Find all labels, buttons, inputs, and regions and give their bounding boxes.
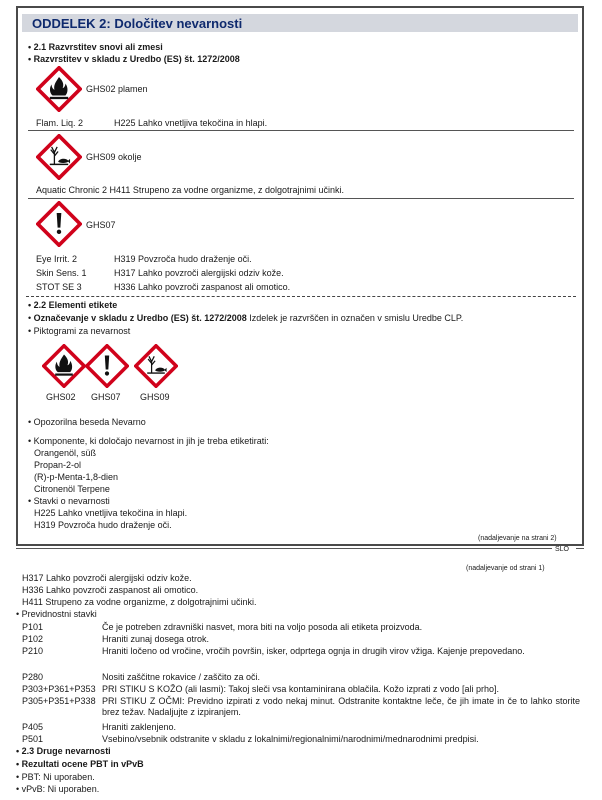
- precaution-text: Hraniti ločeno od vročine, vročih površin, isker, odprtega ognja in drugih virov vžiga. Kajenje prepovedano.: [102, 646, 525, 656]
- flame-icon: [42, 344, 86, 388]
- s21-heading: • 2.1 Razvrstitev snovi ali zmesi: [28, 42, 163, 52]
- section-divider: [26, 296, 576, 297]
- hazard-item: H336 Lahko povzroči zaspanost ali omotico.: [22, 585, 199, 595]
- page-footer-line-end: [576, 548, 584, 549]
- hazard-item: H317 Lahko povzroči alergijski odziv kože.: [22, 573, 192, 583]
- s21-subheading: • Razvrstitev v skladu z Uredbo (ES) št. 1272/2008: [28, 54, 240, 64]
- component-item: Citronenöl Terpene: [34, 484, 110, 494]
- pbt-heading: • Rezultati ocene PBT in vPvB: [16, 759, 144, 769]
- labelling-line: • Označevanje v skladu z Uredbo (ES) št. 1272/2008 Izdelek je razvrščen in označen v smislu Uredbe CLP.: [28, 313, 464, 323]
- ghs09-label: GHS09 okolje: [86, 152, 142, 162]
- precaution-code: P501: [22, 734, 44, 744]
- ghs02-label: GHS02 plamen: [86, 84, 148, 94]
- pictogram-label: GHS07: [91, 392, 121, 402]
- hazard-title: • Stavki o nevarnosti: [28, 496, 110, 506]
- flame-icon: [36, 66, 82, 112]
- continued-from-note: (nadaljevanje od strani 1): [466, 565, 545, 572]
- precaution-code: P303+P361+P353: [22, 684, 96, 694]
- class-skin: Skin Sens. 1: [36, 268, 87, 278]
- section-title: ODDELEK 2: Določitev nevarnosti: [32, 16, 243, 31]
- precaution-code: P101: [22, 622, 44, 632]
- signal-word: • Opozorilna beseda Nevarno: [28, 417, 146, 427]
- class-flam-liq: Flam. Liq. 2: [36, 118, 84, 128]
- exclamation-icon: [85, 344, 129, 388]
- continued-note: (nadaljevanje na strani 2): [478, 535, 557, 542]
- exclamation-icon: [36, 201, 82, 247]
- h225-text: H225 Lahko vnetljiva tekočina in hlapi.: [114, 118, 268, 128]
- divider: [28, 130, 574, 131]
- pictogram-label: GHS09: [140, 392, 170, 402]
- section-header: [22, 14, 578, 32]
- precaution-text: Hraniti zunaj dosega otrok.: [102, 634, 210, 644]
- precaution-code: P405: [22, 722, 44, 732]
- pictograms-title: • Piktogrami za nevarnost: [28, 326, 131, 336]
- precaution-code: P210: [22, 646, 44, 656]
- class-eye: Eye Irrit. 2: [36, 254, 78, 264]
- precaution-code: P102: [22, 634, 44, 644]
- component-item: (R)-p-Menta-1,8-dien: [34, 472, 119, 482]
- component-item: Propan-2-ol: [34, 460, 82, 470]
- precaution-text: Hraniti zaklenjeno.: [102, 722, 177, 732]
- s22-heading: • 2.2 Elementi etikete: [28, 300, 118, 310]
- h319-text: H319 Povzroča hudo draženje oči.: [114, 254, 252, 264]
- environment-icon: [36, 134, 82, 180]
- precaution-text: Nositi zaščitne rokavice / zaščito za oči.: [102, 672, 261, 682]
- pbt-line: • PBT: Ni uporaben.: [16, 772, 95, 782]
- h317-text: H317 Lahko povzroči alergijski odziv kože.: [114, 268, 284, 278]
- ghs07-label: GHS07: [86, 220, 116, 230]
- h336-text: H336 Lahko povzroči zaspanost ali omotico.: [114, 282, 291, 292]
- hazard-item: H411 Strupeno za vodne organizme, z dolgotrajnimi učinki.: [22, 597, 257, 607]
- environment-icon: [134, 344, 178, 388]
- divider: [28, 198, 574, 199]
- precaution-text: Vsebino/vsebnik odstranite v skladu z lokalnimi/regionalnimi/narodnimi/mednarodnimi predpisi.: [102, 734, 479, 744]
- precaution-title: • Previdnostni stavki: [16, 609, 97, 619]
- hazard-item: H319 Povzroča hudo draženje oči.: [34, 520, 172, 530]
- precaution-code: P280: [22, 672, 44, 682]
- precaution-text: PRI STIKU S KOŽO (ali lasmi): Takoj sleči vsa kontaminirana oblačila. Kožo izprati z vodo [ali prho].: [102, 684, 499, 694]
- s23-heading: • 2.3 Druge nevarnosti: [16, 746, 111, 756]
- vpvb-line: • vPvB: Ni uporaben.: [16, 784, 100, 794]
- language-code: SLO: [555, 546, 570, 553]
- hazard-item: H225 Lahko vnetljiva tekočina in hlapi.: [34, 508, 188, 518]
- precaution-text: PRI STIKU Z OČMI: Previdno izpirati z vodo nekaj minut. Odstranite kontaktne leče, če jih imate in če to lahko storite brez težav. Nadaljujte z izpiranjem.: [102, 696, 580, 717]
- precaution-text: Če je potreben zdravniški nasvet, mora biti na voljo posoda ali etiketa proizvoda.: [102, 622, 423, 632]
- aquatic-line: Aquatic Chronic 2 H411 Strupeno za vodne organizme, z dolgotrajnimi učinki.: [36, 185, 344, 195]
- pictogram-label: GHS02: [46, 392, 76, 402]
- component-item: Orangenöl, süß: [34, 448, 97, 458]
- page-footer-line: [16, 548, 552, 549]
- class-stot: STOT SE 3: [36, 282, 82, 292]
- components-title: • Komponente, ki določajo nevarnost in jih je treba etiketirati:: [28, 436, 269, 446]
- precaution-code: P305+P351+P338: [22, 696, 96, 706]
